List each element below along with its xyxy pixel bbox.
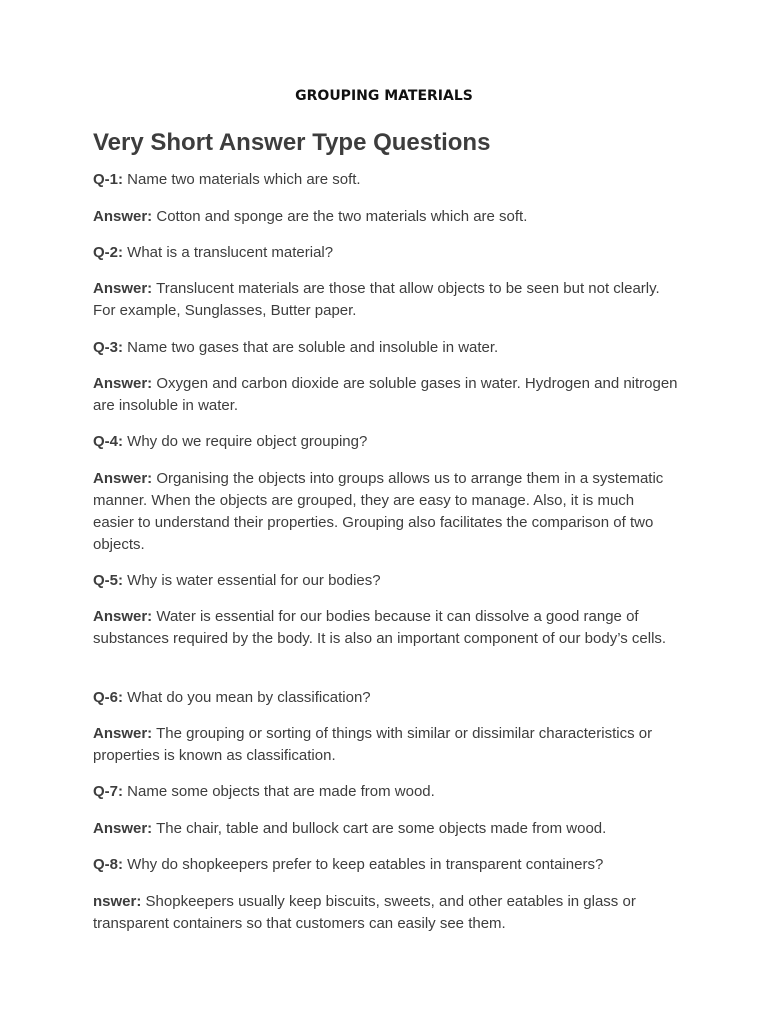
section-heading: Very Short Answer Type Questions: [93, 129, 491, 156]
answer-label: Answer:: [93, 608, 153, 625]
answer-text: Shopkeepers usually keep biscuits, sweets, and other eatables in glass or transparent containers so that customers can easily see them.: [93, 893, 636, 932]
answer-text: Organising the objects into groups allows us to arrange them in a systematic manner. When the objects are grouped, they are easy to manage. Also, it is much easier to understand their properties. Grouping also facilitates the comparison of two objects.: [93, 470, 664, 553]
question-text: What is a translucent material?: [127, 244, 334, 261]
document-title: GROUPING MATERIALS: [295, 88, 473, 104]
question-label: Q-2:: [93, 244, 123, 261]
question-8: [93, 854, 678, 876]
answer-label: Answer:: [93, 820, 153, 837]
question-text: Why do we require object grouping?: [127, 433, 368, 450]
answer-text: The grouping or sorting of things with similar or dissimilar characteristics or properties is known as classification.: [93, 725, 653, 764]
answer-label: Answer:: [93, 725, 153, 742]
question-3: [93, 337, 678, 359]
question-label: Q-3:: [93, 339, 123, 356]
answer-6: [93, 723, 678, 767]
answer-label: Answer:: [93, 208, 153, 225]
question-6: [93, 687, 678, 709]
answer-1: [93, 206, 678, 228]
question-2: [93, 242, 678, 264]
question-text: Why is water essential for our bodies?: [127, 572, 381, 589]
question-text: Name two gases that are soluble and insoluble in water.: [127, 339, 499, 356]
question-text: What do you mean by classification?: [127, 689, 371, 706]
question-label: Q-6:: [93, 689, 123, 706]
answer-3: [93, 373, 678, 417]
answer-2: [93, 278, 678, 322]
answer-text: Water is essential for our bodies because it can dissolve a good range of substances required by the body. It is also an important component of our body’s cells.: [93, 608, 667, 647]
question-label: Q-1:: [93, 171, 123, 188]
question-7: [93, 781, 678, 803]
answer-text: Oxygen and carbon dioxide are soluble gases in water. Hydrogen and nitrogen are insoluble in water.: [93, 375, 678, 414]
answer-label: nswer:: [93, 893, 142, 910]
question-text: Why do shopkeepers prefer to keep eatables in transparent containers?: [127, 856, 604, 873]
answer-8: [93, 891, 678, 935]
answer-7: [93, 818, 678, 840]
answer-text: The chair, table and bullock cart are some objects made from wood.: [156, 820, 607, 837]
answer-5: [93, 606, 678, 650]
answer-4: [93, 468, 678, 556]
question-label: Q-5:: [93, 572, 123, 589]
question-label: Q-8:: [93, 856, 123, 873]
answer-label: Answer:: [93, 375, 153, 392]
question-4: [93, 431, 678, 453]
answer-label: Answer:: [93, 470, 153, 487]
question-5: [93, 570, 678, 592]
question-label: Q-4:: [93, 433, 123, 450]
question-text: Name two materials which are soft.: [127, 171, 361, 188]
question-1: [93, 169, 678, 191]
answer-label: Answer:: [93, 280, 153, 297]
question-text: Name some objects that are made from wood.: [127, 783, 435, 800]
answer-text: Cotton and sponge are the two materials which are soft.: [156, 208, 528, 225]
question-label: Q-7:: [93, 783, 123, 800]
answer-text: Translucent materials are those that allow objects to be seen but not clearly. For example, Sunglasses, Butter paper.: [93, 280, 660, 319]
